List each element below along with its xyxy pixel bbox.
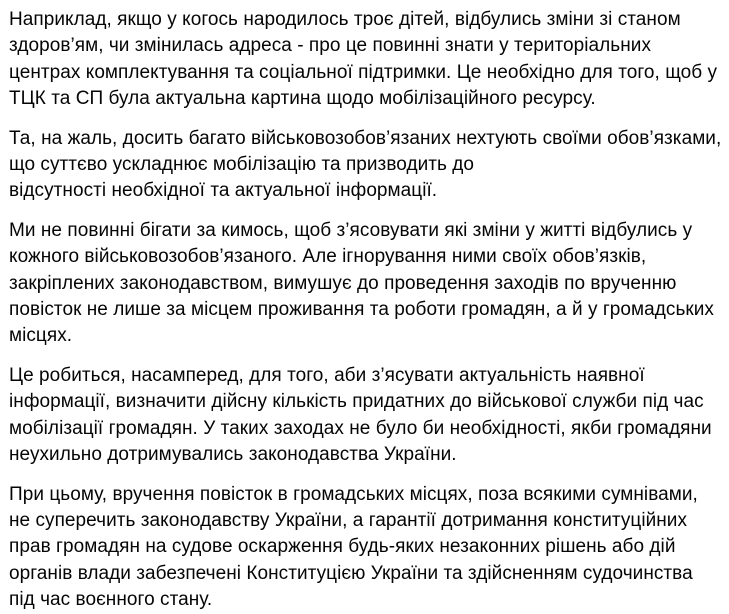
text-line: ТЦК та СП була актуальна картина щодо мобілізаційного ресурсу. bbox=[9, 88, 596, 110]
paragraph-3 bbox=[9, 218, 719, 350]
text-line: неухильно дотримувались законодавства України. bbox=[9, 444, 457, 466]
text-line: Наприклад, якщо у когось народилось троє дітей, відбулись зміни зі станом bbox=[9, 9, 681, 30]
paragraph-1 bbox=[9, 7, 719, 113]
text-line: прав громадян на судове оскарження будь-яких незаконних рішень або дій bbox=[9, 536, 676, 558]
text-line: Ми не повинні бігати за кимось, щоб з’ясовувати які зміни у житті відбулись у bbox=[9, 219, 693, 241]
text-line: не суперечить законодавству України, а гарантії дотримання конституційних bbox=[9, 509, 688, 531]
text-line: При цьому, вручення повісток в громадських місцях, поза всякими сумнівами, bbox=[9, 483, 698, 505]
text-line: Це робиться, насамперед, для того, аби з’ясувати актуальність наявної bbox=[9, 364, 645, 386]
text-line: місцях. bbox=[9, 325, 73, 347]
text-line: мобілізації громадян. У таких заходах не було би необхідності, якби громадяни bbox=[9, 417, 712, 439]
text-line: відсутності необхідної та актуальної інформації. bbox=[9, 180, 438, 202]
paragraph-5 bbox=[9, 482, 719, 614]
text-line: Та, на жаль, досить багато військовозобов’язаних нехтують своїми обов’язками, bbox=[9, 127, 722, 149]
text-line: під час воєнного стану. bbox=[9, 589, 213, 611]
paragraph-4 bbox=[9, 363, 719, 469]
text-line: закріплених законодавством, вимушує до проведення заходів по врученню bbox=[9, 272, 677, 294]
text-line: повісток не лише за місцем проживання та роботи громадян, а й у громадських bbox=[9, 299, 714, 321]
text-line: кожного військовозобов’язаного. Але ігнорування ними своїх обов’язків, bbox=[9, 246, 647, 268]
text-line: центрах комплектування та соціальної підтримки. Це необхідно для того, щоб у bbox=[9, 61, 718, 83]
text-line: що суттєво ускладнює мобілізацію та призводить до bbox=[9, 154, 475, 176]
paragraph-2 bbox=[9, 126, 722, 205]
text-line: інформації, визначити дійсну кількість придатних до військової служби під час bbox=[9, 391, 704, 413]
text-line: органів влади забезпечені Конституцією України та здійсненням судочинства bbox=[9, 562, 693, 584]
text-line: здоров’ям, чи змінилась адреса - про це повинні знати у територіальних bbox=[9, 35, 651, 57]
